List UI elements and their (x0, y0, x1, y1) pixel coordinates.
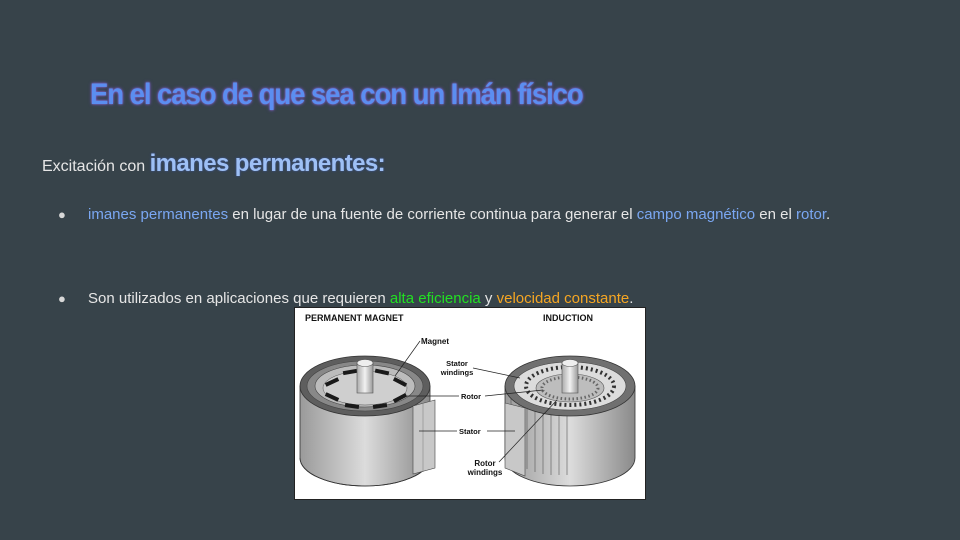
label-stator: Stator (459, 427, 481, 436)
bullet-1-part: en el (755, 206, 796, 223)
label-magnet: Magnet (421, 337, 449, 346)
motor-diagram (294, 307, 646, 500)
bullet-text-1 (88, 206, 830, 223)
bullet-dot-icon: ● (58, 291, 66, 306)
label-rotor-windings-1: Rotor (474, 459, 496, 468)
induction-motor (505, 356, 635, 486)
subtitle (42, 150, 385, 178)
slide-title: En el caso de que sea con un Imán físico (90, 78, 583, 111)
bullet-1-part: rotor (795, 206, 826, 223)
label-stator-windings-1: Stator (446, 359, 468, 368)
subtitle-prefix: Excitación con (42, 158, 150, 175)
bullet-2-part: velocidad constante (496, 290, 630, 307)
bullet-dot-icon: ● (58, 207, 66, 222)
bullet-1-part: . (826, 206, 831, 223)
subtitle-highlight: imanes permanentes: (149, 150, 385, 177)
bullet-2-part: Son utilizados en aplicaciones que requieren (88, 290, 390, 307)
bullet-2-part: alta eficiencia (389, 290, 481, 307)
bullet-1-part: imanes permanentes (88, 206, 229, 223)
heading-permanent-magnet: PERMANENT MAGNET (305, 313, 404, 323)
motor-diagram-svg (295, 308, 645, 499)
bullet-2-part: . (629, 290, 634, 307)
heading-induction: INDUCTION (543, 313, 593, 323)
label-rotor: Rotor (461, 392, 481, 401)
bullet-1-part: en lugar de una fuente de corriente continua para generar el (228, 206, 637, 223)
permanent-magnet-motor (300, 356, 435, 486)
bullet-2-part: y (480, 290, 497, 307)
bullet-text-2 (88, 290, 633, 307)
label-rotor-windings-2: windings (467, 468, 503, 477)
bullet-1-part: campo magnético (636, 206, 756, 223)
bullet-item-1 (58, 206, 830, 223)
bullet-item-2 (58, 290, 633, 307)
label-stator-windings-2: windings (440, 368, 474, 377)
